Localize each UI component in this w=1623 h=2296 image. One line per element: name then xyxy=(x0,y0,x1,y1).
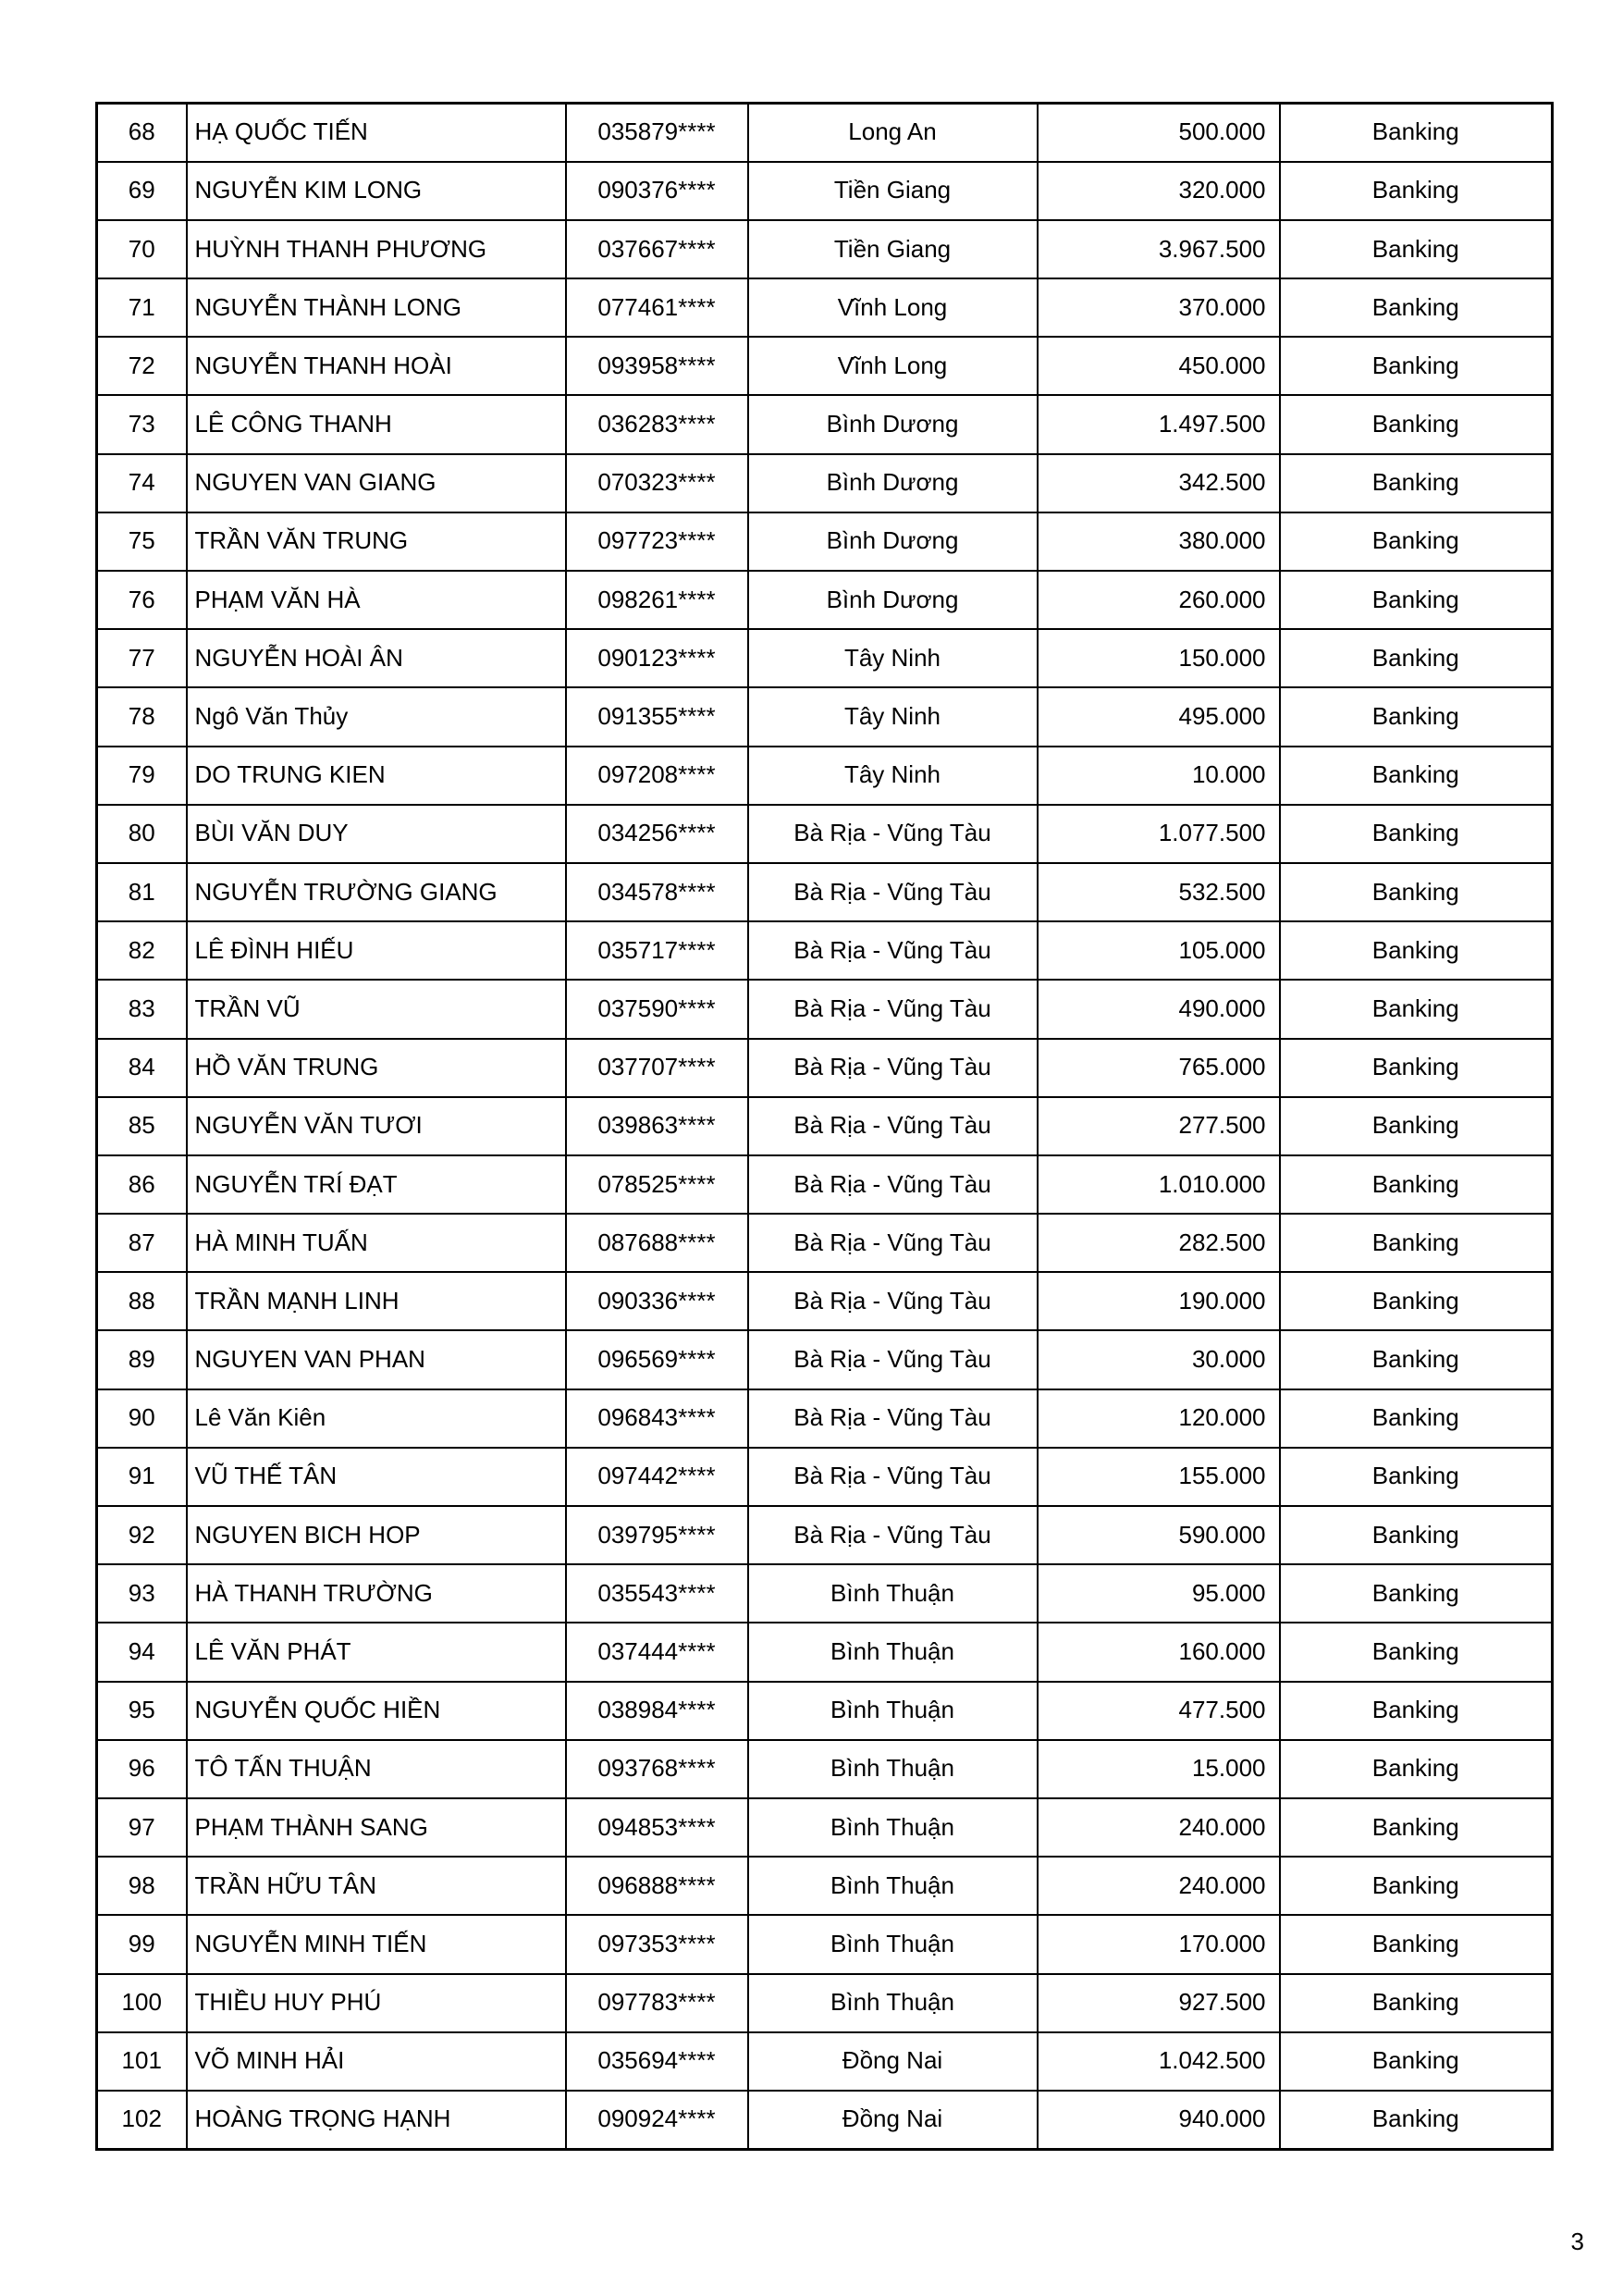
amount-cell: 155.000 xyxy=(1038,1448,1280,1506)
table-row xyxy=(97,162,1553,220)
payment-cell: Banking xyxy=(1280,747,1553,805)
payment-cell: Banking xyxy=(1280,1330,1553,1389)
row-index-cell: 97 xyxy=(97,1798,187,1857)
amount-cell: 3.967.500 xyxy=(1038,220,1280,278)
phone-cell: 070323**** xyxy=(566,454,748,512)
amount-cell: 95.000 xyxy=(1038,1564,1280,1623)
payment-cell: Banking xyxy=(1280,921,1553,980)
amount-cell: 320.000 xyxy=(1038,162,1280,220)
row-index-cell: 78 xyxy=(97,687,187,746)
province-cell: Tiền Giang xyxy=(748,220,1038,278)
payment-cell: Banking xyxy=(1280,571,1553,629)
payment-cell: Banking xyxy=(1280,2091,1553,2149)
province-cell: Bà Rịa - Vũng Tàu xyxy=(748,805,1038,863)
province-cell: Bình Dương xyxy=(748,395,1038,453)
name-cell: TRẦN MẠNH LINH xyxy=(187,1272,566,1330)
row-index-cell: 90 xyxy=(97,1389,187,1448)
row-index-cell: 96 xyxy=(97,1740,187,1798)
phone-cell: 034256**** xyxy=(566,805,748,863)
amount-cell: 380.000 xyxy=(1038,512,1280,571)
name-cell: Ngô Văn Thủy xyxy=(187,687,566,746)
phone-cell: 091355**** xyxy=(566,687,748,746)
table-row xyxy=(97,1039,1553,1097)
payment-cell: Banking xyxy=(1280,629,1553,687)
table-row xyxy=(97,1915,1553,1973)
name-cell: LÊ ĐÌNH HIẾU xyxy=(187,921,566,980)
amount-cell: 590.000 xyxy=(1038,1506,1280,1564)
phone-cell: 078525**** xyxy=(566,1155,748,1214)
name-cell: HOÀNG TRỌNG HẠNH xyxy=(187,2091,566,2149)
row-index-cell: 95 xyxy=(97,1682,187,1740)
province-cell: Bà Rịa - Vũng Tàu xyxy=(748,1389,1038,1448)
province-cell: Bình Thuận xyxy=(748,1974,1038,2032)
phone-cell: 035694**** xyxy=(566,2032,748,2091)
province-cell: Bà Rịa - Vũng Tàu xyxy=(748,1330,1038,1389)
phone-cell: 096569**** xyxy=(566,1330,748,1389)
payment-cell: Banking xyxy=(1280,454,1553,512)
name-cell: TRẦN VŨ xyxy=(187,980,566,1038)
amount-cell: 120.000 xyxy=(1038,1389,1280,1448)
province-cell: Bà Rịa - Vũng Tàu xyxy=(748,980,1038,1038)
table-row xyxy=(97,1564,1553,1623)
province-cell: Vĩnh Long xyxy=(748,337,1038,395)
phone-cell: 039863**** xyxy=(566,1097,748,1155)
phone-cell: 038984**** xyxy=(566,1682,748,1740)
table-row xyxy=(97,1798,1553,1857)
phone-cell: 037707**** xyxy=(566,1039,748,1097)
province-cell: Đồng Nai xyxy=(748,2032,1038,2091)
row-index-cell: 87 xyxy=(97,1214,187,1272)
name-cell: TÔ TẤN THUẬN xyxy=(187,1740,566,1798)
payment-cell: Banking xyxy=(1280,395,1553,453)
province-cell: Bình Dương xyxy=(748,512,1038,571)
amount-cell: 1.042.500 xyxy=(1038,2032,1280,2091)
row-index-cell: 102 xyxy=(97,2091,187,2149)
amount-cell: 1.077.500 xyxy=(1038,805,1280,863)
row-index-cell: 93 xyxy=(97,1564,187,1623)
amount-cell: 150.000 xyxy=(1038,629,1280,687)
name-cell: NGUYỄN KIM LONG xyxy=(187,162,566,220)
row-index-cell: 73 xyxy=(97,395,187,453)
payment-cell: Banking xyxy=(1280,1974,1553,2032)
phone-cell: 097353**** xyxy=(566,1915,748,1973)
phone-cell: 034578**** xyxy=(566,863,748,921)
province-cell: Bà Rịa - Vũng Tàu xyxy=(748,1097,1038,1155)
row-index-cell: 70 xyxy=(97,220,187,278)
amount-cell: 105.000 xyxy=(1038,921,1280,980)
name-cell: NGUYỄN THÀNH LONG xyxy=(187,278,566,337)
province-cell: Tiền Giang xyxy=(748,162,1038,220)
amount-cell: 927.500 xyxy=(1038,1974,1280,2032)
amount-cell: 170.000 xyxy=(1038,1915,1280,1973)
payment-cell: Banking xyxy=(1280,1155,1553,1214)
phone-cell: 035717**** xyxy=(566,921,748,980)
table-row xyxy=(97,1155,1553,1214)
payment-cell: Banking xyxy=(1280,1389,1553,1448)
table-row xyxy=(97,805,1553,863)
payment-cell: Banking xyxy=(1280,805,1553,863)
name-cell: HÀ THANH TRƯỜNG xyxy=(187,1564,566,1623)
payment-cell: Banking xyxy=(1280,1272,1553,1330)
payment-cell: Banking xyxy=(1280,1740,1553,1798)
row-index-cell: 72 xyxy=(97,337,187,395)
province-cell: Bình Thuận xyxy=(748,1623,1038,1681)
province-cell: Bà Rịa - Vũng Tàu xyxy=(748,1272,1038,1330)
province-cell: Bà Rịa - Vũng Tàu xyxy=(748,921,1038,980)
table-row xyxy=(97,1272,1553,1330)
name-cell: DO TRUNG KIEN xyxy=(187,747,566,805)
row-index-cell: 98 xyxy=(97,1857,187,1915)
amount-cell: 477.500 xyxy=(1038,1682,1280,1740)
amount-cell: 532.500 xyxy=(1038,863,1280,921)
payment-cell: Banking xyxy=(1280,1506,1553,1564)
payment-cell: Banking xyxy=(1280,220,1553,278)
table-row xyxy=(97,980,1553,1038)
row-index-cell: 89 xyxy=(97,1330,187,1389)
table-row xyxy=(97,1682,1553,1740)
row-index-cell: 79 xyxy=(97,747,187,805)
table-row xyxy=(97,747,1553,805)
province-cell: Tây Ninh xyxy=(748,747,1038,805)
province-cell: Bà Rịa - Vũng Tàu xyxy=(748,1039,1038,1097)
phone-cell: 035879**** xyxy=(566,104,748,162)
amount-cell: 240.000 xyxy=(1038,1798,1280,1857)
row-index-cell: 99 xyxy=(97,1915,187,1973)
province-cell: Bình Thuận xyxy=(748,1564,1038,1623)
payment-cell: Banking xyxy=(1280,512,1553,571)
table-row xyxy=(97,454,1553,512)
amount-cell: 277.500 xyxy=(1038,1097,1280,1155)
phone-cell: 094853**** xyxy=(566,1798,748,1857)
name-cell: HẠ QUỐC TIẾN xyxy=(187,104,566,162)
amount-cell: 30.000 xyxy=(1038,1330,1280,1389)
phone-cell: 037444**** xyxy=(566,1623,748,1681)
payment-cell: Banking xyxy=(1280,863,1553,921)
name-cell: NGUYEN VAN PHAN xyxy=(187,1330,566,1389)
phone-cell: 097783**** xyxy=(566,1974,748,2032)
payment-cell: Banking xyxy=(1280,1214,1553,1272)
table-row xyxy=(97,337,1553,395)
payment-cell: Banking xyxy=(1280,687,1553,746)
phone-cell: 090123**** xyxy=(566,629,748,687)
name-cell: BÙI VĂN DUY xyxy=(187,805,566,863)
row-index-cell: 76 xyxy=(97,571,187,629)
row-index-cell: 74 xyxy=(97,454,187,512)
table-row xyxy=(97,512,1553,571)
name-cell: NGUYỄN VĂN TƯƠI xyxy=(187,1097,566,1155)
row-index-cell: 81 xyxy=(97,863,187,921)
amount-cell: 342.500 xyxy=(1038,454,1280,512)
table-row xyxy=(97,687,1553,746)
province-cell: Bà Rịa - Vũng Tàu xyxy=(748,863,1038,921)
name-cell: NGUYỄN TRƯỜNG GIANG xyxy=(187,863,566,921)
row-index-cell: 91 xyxy=(97,1448,187,1506)
amount-cell: 1.497.500 xyxy=(1038,395,1280,453)
row-index-cell: 80 xyxy=(97,805,187,863)
table-row xyxy=(97,1857,1553,1915)
table-row xyxy=(97,278,1553,337)
name-cell: HÀ MINH TUẤN xyxy=(187,1214,566,1272)
row-index-cell: 100 xyxy=(97,1974,187,2032)
amount-cell: 940.000 xyxy=(1038,2091,1280,2149)
payment-cell: Banking xyxy=(1280,1798,1553,1857)
row-index-cell: 83 xyxy=(97,980,187,1038)
table-row xyxy=(97,1974,1553,2032)
province-cell: Bình Thuận xyxy=(748,1857,1038,1915)
province-cell: Bình Dương xyxy=(748,571,1038,629)
payment-cell: Banking xyxy=(1280,1564,1553,1623)
phone-cell: 096843**** xyxy=(566,1389,748,1448)
province-cell: Bà Rịa - Vũng Tàu xyxy=(748,1448,1038,1506)
table-row xyxy=(97,395,1553,453)
row-index-cell: 92 xyxy=(97,1506,187,1564)
page-number: 3 xyxy=(1570,2228,1584,2255)
table-row xyxy=(97,921,1553,980)
payment-cell: Banking xyxy=(1280,278,1553,337)
name-cell: NGUYEN VAN GIANG xyxy=(187,454,566,512)
payment-cell: Banking xyxy=(1280,1039,1553,1097)
row-index-cell: 101 xyxy=(97,2032,187,2091)
payment-cell: Banking xyxy=(1280,1857,1553,1915)
phone-cell: 093958**** xyxy=(566,337,748,395)
payment-list-table xyxy=(95,102,1554,2151)
amount-cell: 15.000 xyxy=(1038,1740,1280,1798)
name-cell: HUỲNH THANH PHƯƠNG xyxy=(187,220,566,278)
row-index-cell: 84 xyxy=(97,1039,187,1097)
name-cell: VŨ THẾ TÂN xyxy=(187,1448,566,1506)
table-row xyxy=(97,1389,1553,1448)
province-cell: Vĩnh Long xyxy=(748,278,1038,337)
name-cell: HỒ VĂN TRUNG xyxy=(187,1039,566,1097)
province-cell: Bà Rịa - Vũng Tàu xyxy=(748,1506,1038,1564)
row-index-cell: 77 xyxy=(97,629,187,687)
name-cell: PHẠM VĂN HÀ xyxy=(187,571,566,629)
payment-cell: Banking xyxy=(1280,337,1553,395)
name-cell: THIỀU HUY PHÚ xyxy=(187,1974,566,2032)
name-cell: NGUYỄN TRÍ ĐẠT xyxy=(187,1155,566,1214)
name-cell: NGUYỄN HOÀI ÂN xyxy=(187,629,566,687)
phone-cell: 096888**** xyxy=(566,1857,748,1915)
name-cell: TRẦN HỮU TÂN xyxy=(187,1857,566,1915)
table-row xyxy=(97,1448,1553,1506)
province-cell: Tây Ninh xyxy=(748,687,1038,746)
phone-cell: 090924**** xyxy=(566,2091,748,2149)
name-cell: TRẦN VĂN TRUNG xyxy=(187,512,566,571)
amount-cell: 160.000 xyxy=(1038,1623,1280,1681)
table-body xyxy=(97,104,1553,2150)
table-row xyxy=(97,1740,1553,1798)
row-index-cell: 88 xyxy=(97,1272,187,1330)
amount-cell: 1.010.000 xyxy=(1038,1155,1280,1214)
table-row xyxy=(97,1214,1553,1272)
name-cell: Lê Văn Kiên xyxy=(187,1389,566,1448)
amount-cell: 495.000 xyxy=(1038,687,1280,746)
phone-cell: 090376**** xyxy=(566,162,748,220)
row-index-cell: 94 xyxy=(97,1623,187,1681)
name-cell: LÊ VĂN PHÁT xyxy=(187,1623,566,1681)
table-row xyxy=(97,104,1553,162)
row-index-cell: 86 xyxy=(97,1155,187,1214)
payment-cell: Banking xyxy=(1280,1448,1553,1506)
amount-cell: 370.000 xyxy=(1038,278,1280,337)
phone-cell: 077461**** xyxy=(566,278,748,337)
name-cell: PHẠM THÀNH SANG xyxy=(187,1798,566,1857)
phone-cell: 093768**** xyxy=(566,1740,748,1798)
phone-cell: 097723**** xyxy=(566,512,748,571)
table-row xyxy=(97,1330,1553,1389)
province-cell: Bình Thuận xyxy=(748,1798,1038,1857)
payment-cell: Banking xyxy=(1280,980,1553,1038)
amount-cell: 765.000 xyxy=(1038,1039,1280,1097)
amount-cell: 10.000 xyxy=(1038,747,1280,805)
table-row xyxy=(97,1097,1553,1155)
payment-cell: Banking xyxy=(1280,1682,1553,1740)
province-cell: Bình Dương xyxy=(748,454,1038,512)
amount-cell: 490.000 xyxy=(1038,980,1280,1038)
phone-cell: 037667**** xyxy=(566,220,748,278)
table-row xyxy=(97,1506,1553,1564)
amount-cell: 190.000 xyxy=(1038,1272,1280,1330)
row-index-cell: 82 xyxy=(97,921,187,980)
phone-cell: 036283**** xyxy=(566,395,748,453)
province-cell: Tây Ninh xyxy=(748,629,1038,687)
phone-cell: 035543**** xyxy=(566,1564,748,1623)
payment-cell: Banking xyxy=(1280,104,1553,162)
row-index-cell: 85 xyxy=(97,1097,187,1155)
table-row xyxy=(97,863,1553,921)
payment-cell: Banking xyxy=(1280,1097,1553,1155)
name-cell: NGUYEN BICH HOP xyxy=(187,1506,566,1564)
table-row xyxy=(97,2032,1553,2091)
amount-cell: 450.000 xyxy=(1038,337,1280,395)
amount-cell: 282.500 xyxy=(1038,1214,1280,1272)
name-cell: NGUYỄN MINH TIẾN xyxy=(187,1915,566,1973)
row-index-cell: 68 xyxy=(97,104,187,162)
payment-cell: Banking xyxy=(1280,162,1553,220)
table-row xyxy=(97,2091,1553,2149)
phone-cell: 037590**** xyxy=(566,980,748,1038)
province-cell: Long An xyxy=(748,104,1038,162)
table-row xyxy=(97,220,1553,278)
payment-cell: Banking xyxy=(1280,1623,1553,1681)
province-cell: Đồng Nai xyxy=(748,2091,1038,2149)
name-cell: VÕ MINH HẢI xyxy=(187,2032,566,2091)
table-row xyxy=(97,629,1553,687)
phone-cell: 039795**** xyxy=(566,1506,748,1564)
province-cell: Bình Thuận xyxy=(748,1915,1038,1973)
phone-cell: 097208**** xyxy=(566,747,748,805)
row-index-cell: 75 xyxy=(97,512,187,571)
amount-cell: 500.000 xyxy=(1038,104,1280,162)
phone-cell: 087688**** xyxy=(566,1214,748,1272)
province-cell: Bình Thuận xyxy=(748,1740,1038,1798)
table-row xyxy=(97,1623,1553,1681)
row-index-cell: 69 xyxy=(97,162,187,220)
row-index-cell: 71 xyxy=(97,278,187,337)
province-cell: Bà Rịa - Vũng Tàu xyxy=(748,1155,1038,1214)
name-cell: NGUYỄN THANH HOÀI xyxy=(187,337,566,395)
amount-cell: 240.000 xyxy=(1038,1857,1280,1915)
province-cell: Bình Thuận xyxy=(748,1682,1038,1740)
table-row xyxy=(97,571,1553,629)
phone-cell: 097442**** xyxy=(566,1448,748,1506)
province-cell: Bà Rịa - Vũng Tàu xyxy=(748,1214,1038,1272)
payment-cell: Banking xyxy=(1280,2032,1553,2091)
payment-cell: Banking xyxy=(1280,1915,1553,1973)
phone-cell: 090336**** xyxy=(566,1272,748,1330)
name-cell: NGUYỄN QUỐC HIỀN xyxy=(187,1682,566,1740)
name-cell: LÊ CÔNG THANH xyxy=(187,395,566,453)
amount-cell: 260.000 xyxy=(1038,571,1280,629)
phone-cell: 098261**** xyxy=(566,571,748,629)
